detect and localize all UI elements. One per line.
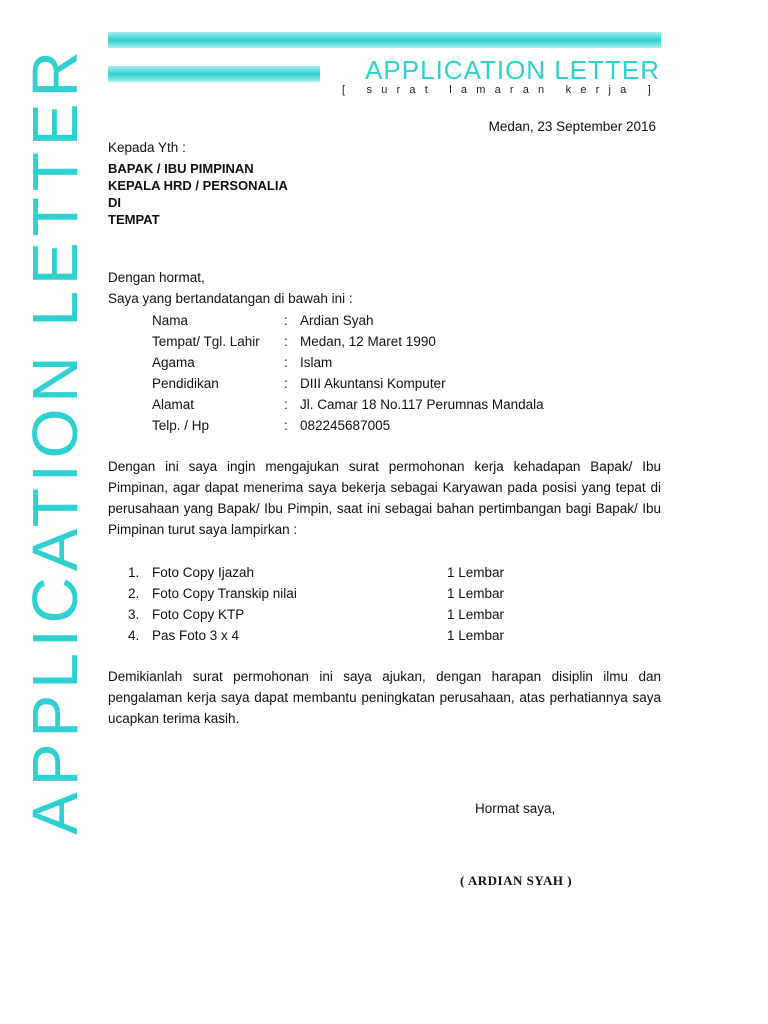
identity-value: DIII Akuntansi Komputer <box>300 376 446 391</box>
list-number: 2. <box>128 586 140 601</box>
identity-value: Ardian Syah <box>300 313 374 328</box>
identity-value: Islam <box>300 355 333 370</box>
closing-paragraph: Demikianlah surat permohonan ini saya ajukan, dengan harapan disiplin ilmu dan pengalaman kerja saya dapat membantu peningkatan perusahaan, atas perhatiannya saya ucapkan terima kasih. <box>108 669 661 726</box>
list-item <box>108 583 504 604</box>
recipient-line: BAPAK / IBU PIMPINAN <box>108 161 254 176</box>
letter-title: APPLICATION LETTER <box>365 55 660 85</box>
attachment-name: Foto Copy Transkip nilai <box>152 586 297 601</box>
identity-separator: : <box>284 418 288 433</box>
closing-salutation: Hormat saya, <box>475 801 556 816</box>
attachment-qty: 1 Lembar <box>447 565 505 580</box>
identity-value: 082245687005 <box>300 418 391 433</box>
attachment-list <box>108 562 504 646</box>
identity-label: Agama <box>152 355 195 370</box>
identity-label: Pendidikan <box>152 376 219 391</box>
identity-label: Nama <box>152 313 189 328</box>
attachment-qty: 1 Lembar <box>447 607 505 622</box>
attachment-name: Foto Copy KTP <box>152 607 245 622</box>
letter-date: Medan, 23 September 2016 <box>488 119 656 134</box>
list-number: 3. <box>128 607 140 622</box>
identity-row <box>152 415 544 436</box>
list-item <box>108 625 504 646</box>
request-paragraph: Dengan ini saya ingin mengajukan surat permohonan kerja kehadapan Bapak/ Ibu Pimpinan, agar dapat menerima saya bekerja sebagai Karyawan pada posisi yang tepat di perusahaan yang Bapak/ Ibu Pimpin, saat ini sebagai bahan pertimbangan bagi Bapak/ Ibu Pimpinan turut saya lampirkan : <box>108 459 661 537</box>
list-number: 1. <box>128 565 140 580</box>
identity-separator: : <box>284 397 288 412</box>
identity-separator: : <box>284 355 288 370</box>
identity-separator: : <box>284 313 288 328</box>
side-title-text: APPLICATION LETTER <box>19 45 91 835</box>
identity-separator: : <box>284 334 288 349</box>
list-item <box>108 562 504 583</box>
attachment-name: Foto Copy Ijazah <box>152 565 255 580</box>
header-bar-top <box>108 32 661 48</box>
letter-subtitle: [ surat lamaran kerja ] <box>342 84 660 96</box>
header-bar-short <box>108 66 320 82</box>
identity-separator: : <box>284 376 288 391</box>
identity-row <box>152 310 544 331</box>
addressee-label: Kepada Yth : <box>108 140 186 155</box>
identity-value: Medan, 12 Maret 1990 <box>300 334 436 349</box>
identity-table <box>152 310 544 436</box>
identity-row <box>152 373 544 394</box>
recipient-line: TEMPAT <box>108 212 160 227</box>
greeting: Dengan hormat, <box>108 270 205 285</box>
attachment-qty: 1 Lembar <box>447 586 505 601</box>
signer-name: ( ARDIAN SYAH ) <box>460 873 573 888</box>
side-title <box>19 40 91 840</box>
list-item <box>108 604 504 625</box>
identity-row <box>152 394 544 415</box>
recipient-line: KEPALA HRD / PERSONALIA <box>108 178 288 193</box>
identity-value: Jl. Camar 18 No.117 Perumnas Mandala <box>300 397 544 412</box>
recipient-block <box>108 160 288 228</box>
recipient-line: DI <box>108 195 121 210</box>
intro-line: Saya yang bertandatangan di bawah ini : <box>108 291 353 306</box>
identity-label: Tempat/ Tgl. Lahir <box>152 334 260 349</box>
identity-row <box>152 331 544 352</box>
attachment-qty: 1 Lembar <box>447 628 505 643</box>
identity-label: Alamat <box>152 397 195 412</box>
attachment-name: Pas Foto 3 x 4 <box>152 628 240 643</box>
identity-label: Telp. / Hp <box>152 418 210 433</box>
list-number: 4. <box>128 628 140 643</box>
identity-row <box>152 352 544 373</box>
